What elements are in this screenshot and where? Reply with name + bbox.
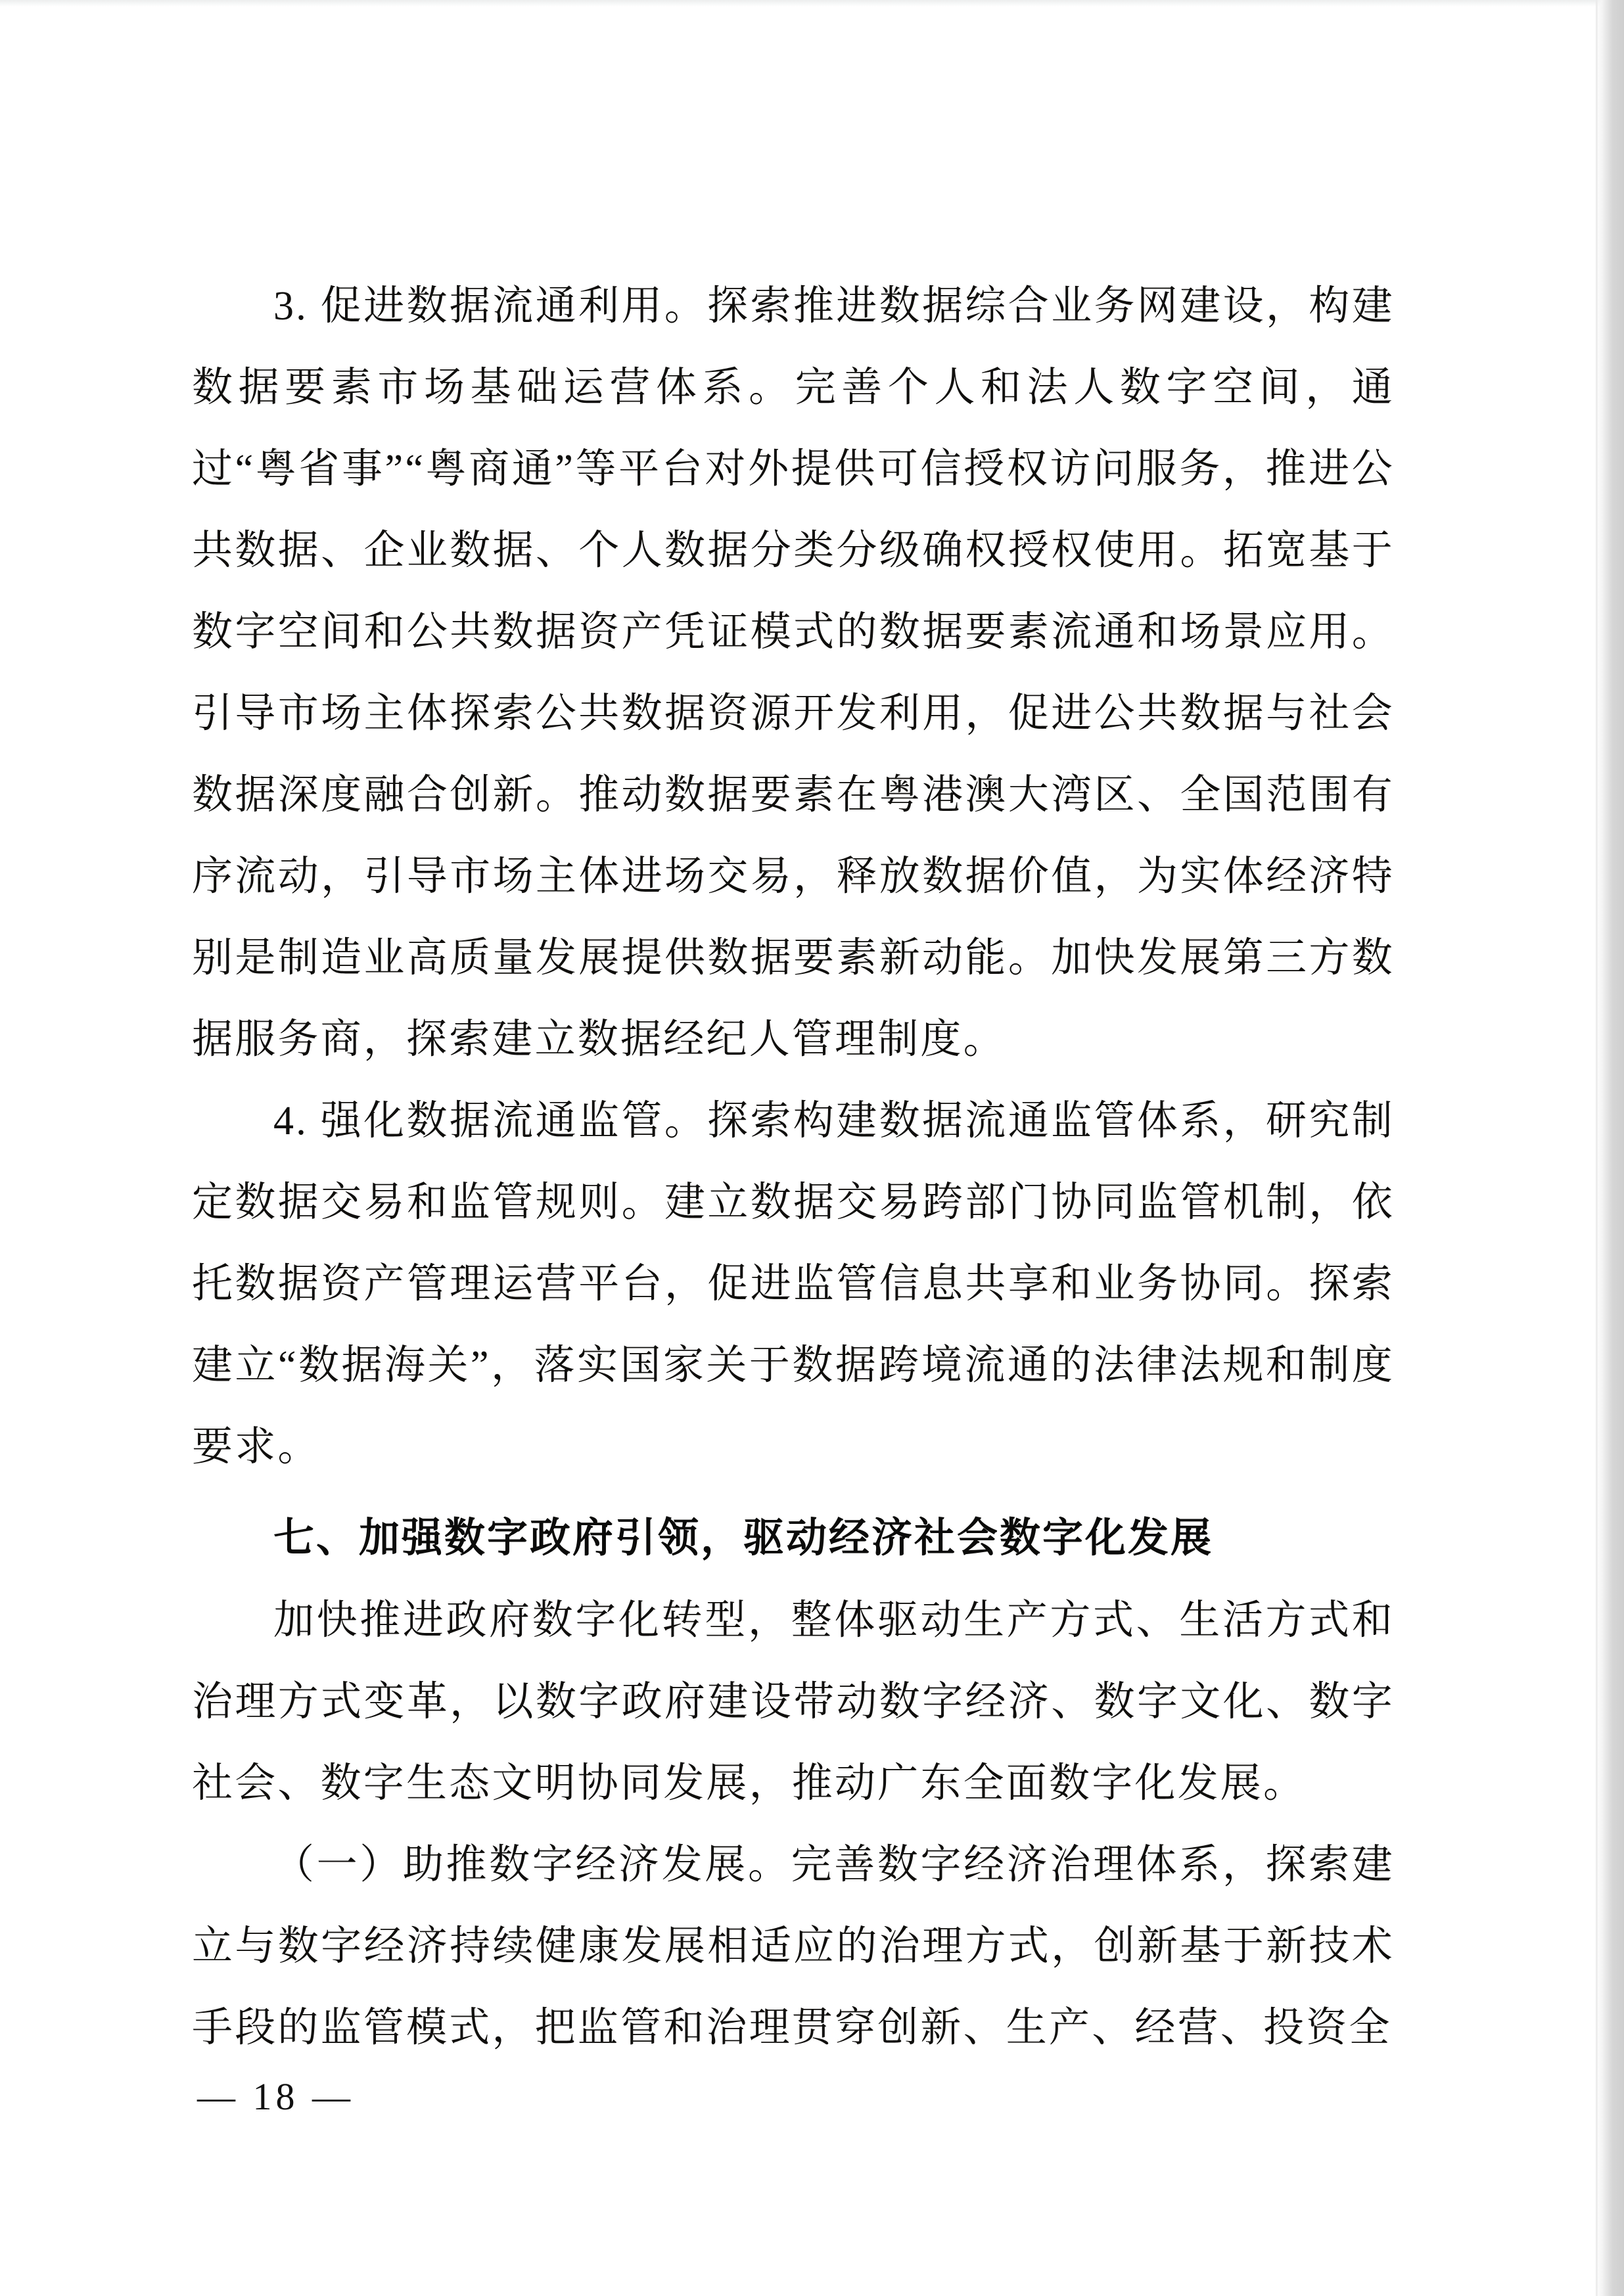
page-number-folio: — 18 — [197, 2075, 354, 2118]
document-text-column [192, 265, 1395, 2069]
scan-right-edge-shadow [1595, 0, 1624, 2296]
paragraph-item-4: 4. 强化数据流通监管。探索构建数据流通监管体系，研究制定数据交易和监管规则。建立数据交易跨部门协同监管机制，依托数据资产管理运营平台，促进监管信息共享和业务协同。探索建立“数据海关”，落实国家关于数据跨境流通的法律法规和制度要求。 [192, 1099, 1395, 1469]
paragraph-item-3: 3. 促进数据流通利用。探索推进数据综合业务网建设，构建数据要素市场基础运营体系。完善个人和法人数字空间，通过“粤省事”“粤商通”等平台对外提供可信授权访问服务，推进公共数据、企业数据、个人数据分类分级确权授权使用。拓宽基于数字空间和公共数据资产凭证模式的数据要素流通和场景应用。引导市场主体探索公共数据资源开发利用，促进公共数据与社会数据深度融合创新。推动数据要素在粤港澳大湾区、全国范围有序流动，引导市场主体进场交易，释放数据价值，为实体经济特别是制造业高质量发展提供数据要素新动能。加快发展第三方数据服务商，探索建立数据经纪人管理制度。 [192, 284, 1395, 1062]
scan-right-edge-line [1596, 0, 1598, 2296]
section-heading-seven: 七、加强数字政府引领，驱动经济社会数字化发展 [273, 1513, 1214, 1561]
paragraph-section-7-intro: 加快推进政府数字化转型，整体驱动生产方式、生活方式和治理方式变革，以数字政府建设带动数字经济、数字文化、数字社会、数字生态文明协同发展，推动广东全面数字化发展。 [192, 1598, 1395, 1806]
scan-top-edge-shadow [0, 0, 1624, 7]
paragraph-subsection-one: （一）助推数字经济发展。完善数字经济治理体系，探索建立与数字经济持续健康发展相适应的治理方式，创新基于新技术手段的监管模式，把监管和治理贯穿创新、生产、经营、投资全 [192, 1843, 1395, 2050]
